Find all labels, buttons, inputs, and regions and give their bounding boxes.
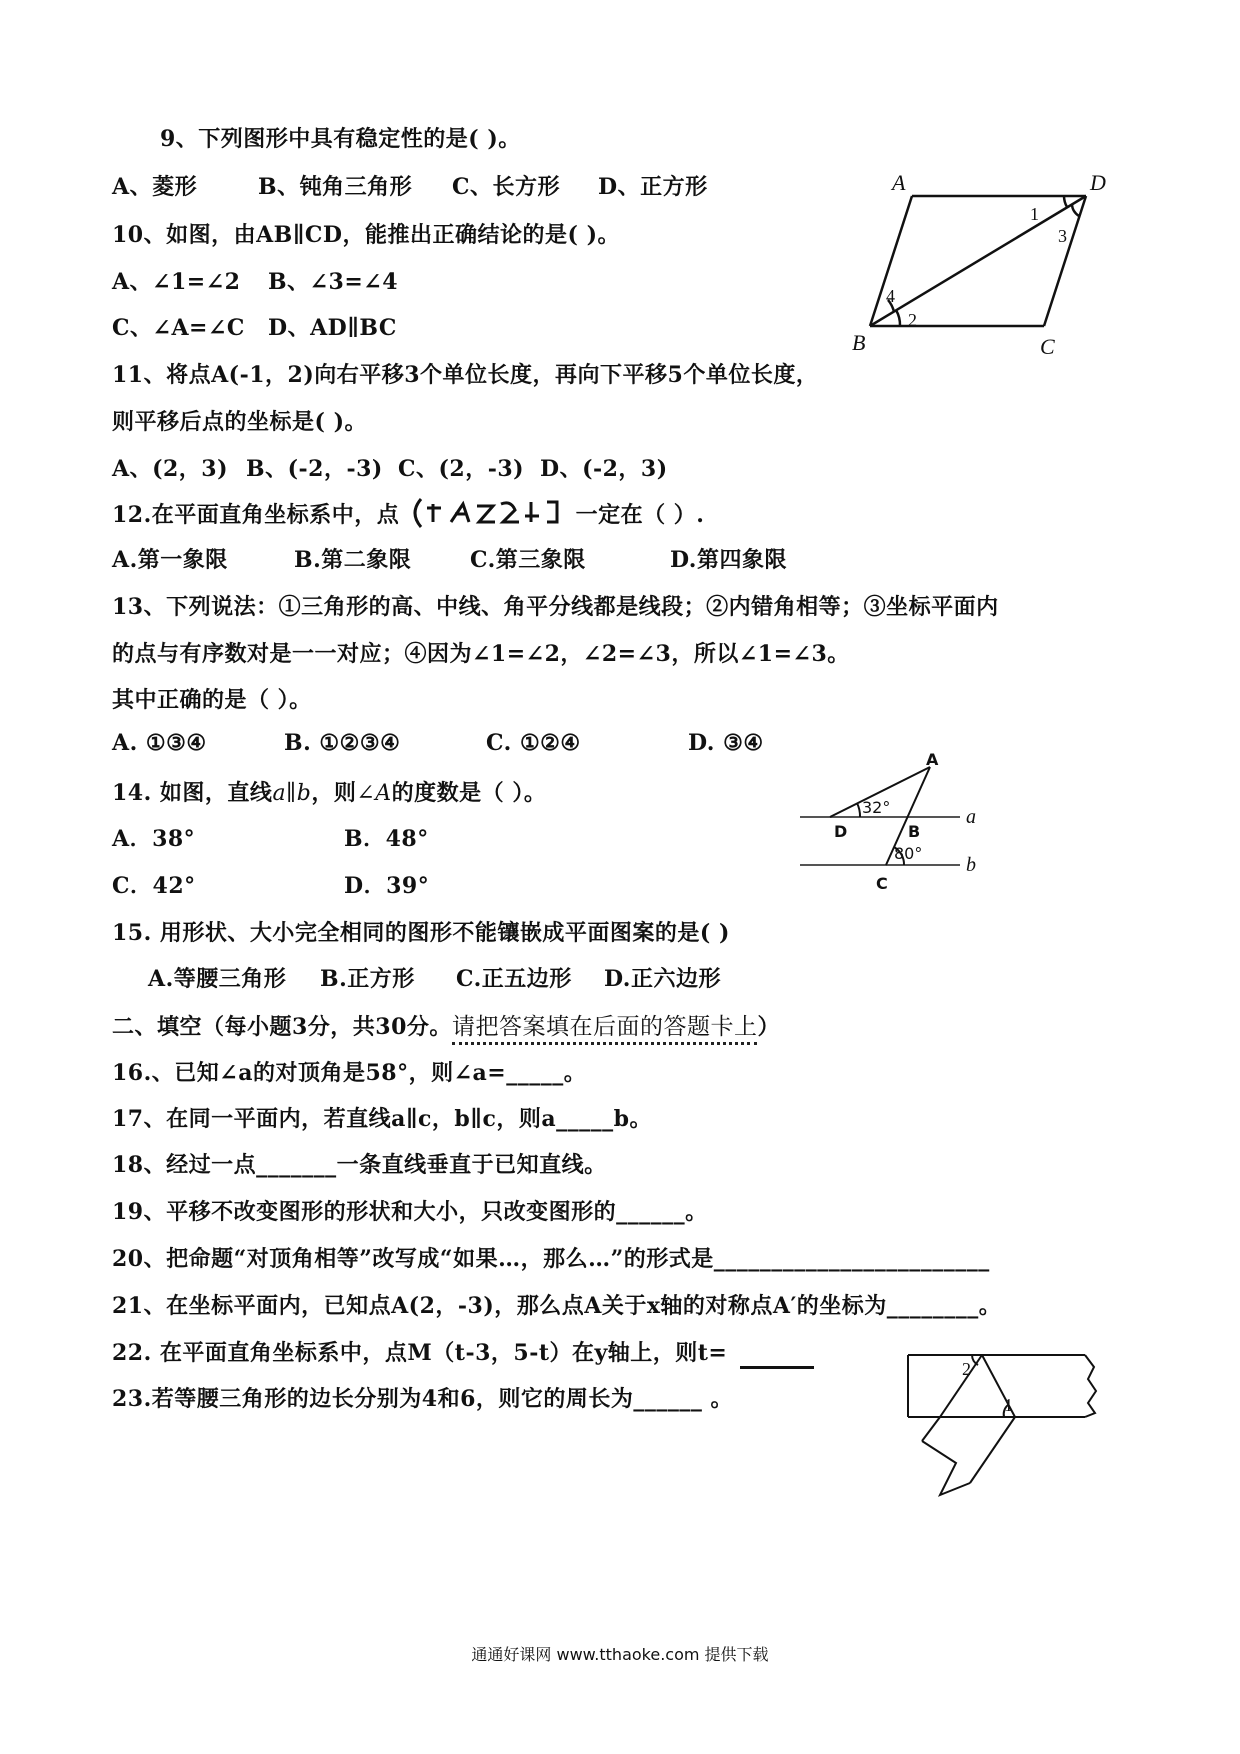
q14-option-c: C．42°	[112, 873, 196, 899]
label-C: C	[1040, 334, 1055, 359]
q15-option-c: C.正五边形	[456, 966, 572, 992]
q12-option-b: B.第二象限	[294, 547, 412, 573]
q10-stem: 10、如图，由AB∥CD，能推出正确结论的是( )。	[112, 222, 620, 248]
section2-heading-end: ）	[757, 1014, 780, 1040]
q11-option-a: A、(2，3)	[112, 456, 229, 482]
label-B: B	[852, 330, 866, 355]
section2-heading	[112, 1008, 780, 1041]
q21: 21、在坐标平面内，已知点A(2，-3)，那么点A关于x轴的对称点A′的坐标为________。	[112, 1293, 1002, 1319]
label-A: A	[926, 750, 939, 769]
q14-stem-italic2: ∠A	[356, 781, 392, 806]
angle-1-label: 1	[1030, 204, 1039, 224]
q10-option-a: A、∠1=∠2	[112, 269, 241, 295]
q15-option-d: D.正六边形	[604, 966, 721, 992]
q23: 23.若等腰三角形的边长分别为4和6，则它的周长为______ 。	[112, 1386, 734, 1412]
q9-stem: 9、下列图形中具有稳定性的是( )。	[160, 126, 521, 152]
q18: 18、经过一点_______一条直线垂直于已知直线。	[112, 1152, 607, 1178]
q13-option-a: A. ①③④	[112, 730, 207, 756]
q22-stem: 22. 在平面直角坐标系中，点M（t-3，5-t）在y轴上，则t=	[112, 1340, 728, 1366]
q12-stem-before: 12.在平面直角坐标系中，点	[112, 502, 400, 528]
parallel-lines-figure	[790, 750, 1010, 909]
q10-option-c: C、∠A=∠C	[112, 315, 245, 341]
label-D: D	[834, 822, 848, 841]
section2-heading-emphasis: 请把答案填在后面的答题卡上	[452, 1014, 758, 1045]
q22-answer-blank	[740, 1340, 814, 1369]
q17: 17、在同一平面内，若直线a∥c，b∥c，则a_____b。	[112, 1106, 652, 1132]
angle-3-label: 3	[1058, 226, 1067, 246]
q14-option-a: A．38°	[112, 826, 196, 852]
q9-option-d: D、正方形	[598, 174, 708, 200]
angle-32-label: 32°	[862, 798, 891, 817]
q12-stem	[112, 496, 704, 536]
label-C: C	[876, 874, 888, 893]
q19: 19、平移不改变图形的形状和大小，只改变图形的______。	[112, 1199, 708, 1225]
q14-stem-before: 14. 如图，直线	[112, 780, 273, 806]
scribbled-point-image	[407, 496, 567, 536]
q10-option-b: B、∠3=∠4	[268, 269, 399, 295]
q11-stem-line2: 则平移后点的坐标是( )。	[112, 409, 367, 435]
q12-option-d: D.第四象限	[670, 547, 787, 573]
q12-option-a: A.第一象限	[112, 547, 228, 573]
q13-option-b: B. ①②③④	[284, 730, 401, 756]
q12-option-c: C.第三象限	[470, 547, 586, 573]
q15-stem: 15. 用形状、大小完全相同的图形不能镶嵌成平面图案的是( )	[112, 920, 730, 946]
q11-option-b: B、(-2，-3)	[246, 456, 383, 482]
label-A: A	[892, 170, 906, 195]
q13-option-d: D. ③④	[688, 730, 764, 756]
q20: 20、把命题“对顶角相等”改写成“如果…，那么…”的形式是________________________	[112, 1246, 990, 1272]
q16: 16.、已知∠a的对顶角是58°，则∠a=_____。	[112, 1060, 587, 1086]
q14-stem-after: 的度数是（ ）。	[391, 780, 547, 806]
q11-stem-line1: 11、将点A(-1，2)向右平移3个单位长度，再向下平移5个单位长度，	[112, 362, 819, 388]
angle-2-label: 2	[962, 1359, 971, 1379]
q12-stem-after: 一定在（ ）.	[575, 502, 705, 528]
parallelogram-figure	[850, 150, 1110, 364]
label-D: D	[1090, 170, 1106, 195]
angle-2-label: 2	[908, 310, 917, 330]
q9-option-a: A、菱形	[112, 174, 198, 200]
q14-stem-mid: ，则	[311, 780, 357, 806]
page-footer: 通通好课网 www.tthaoke.com 提供下载	[471, 1645, 769, 1664]
q14-stem-italic: a∥b	[272, 781, 312, 806]
angle-1-label: 1	[1004, 1395, 1013, 1415]
q13-option-c: C. ①②④	[486, 730, 581, 756]
q15-option-a: A.等腰三角形	[148, 966, 287, 992]
section2-heading-plain: 二、填空（每小题3分，共30分。	[112, 1014, 452, 1040]
q22	[112, 1336, 814, 1369]
q9-option-c: C、长方形	[452, 174, 561, 200]
folded-strip-figure	[900, 1345, 1140, 1549]
angle-4-label: 4	[886, 286, 895, 306]
q9-option-b: B、钝角三角形	[258, 174, 413, 200]
q15-option-b: B.正方形	[320, 966, 415, 992]
label-B: B	[908, 822, 921, 841]
q10-option-d: D、AD∥BC	[268, 315, 397, 341]
q13-line1: 13、下列说法：①三角形的高、中线、角平分线都是线段；②内错角相等；③坐标平面内	[112, 594, 999, 620]
q13-line3: 其中正确的是（ ）。	[112, 687, 312, 713]
q11-option-d: D、(-2，3)	[540, 456, 668, 482]
q13-line2: 的点与有序数对是一一对应；④因为∠1=∠2，∠2=∠3，所以∠1=∠3。	[112, 641, 850, 667]
q14-option-b: B．48°	[344, 826, 429, 852]
angle-80-label: 80°	[894, 844, 923, 863]
line-b-label: b	[966, 854, 976, 876]
q11-option-c: C、(2，-3)	[398, 456, 525, 482]
q14-option-d: D．39°	[344, 873, 430, 899]
q14-stem	[112, 776, 546, 807]
line-a-label: a	[966, 806, 976, 828]
